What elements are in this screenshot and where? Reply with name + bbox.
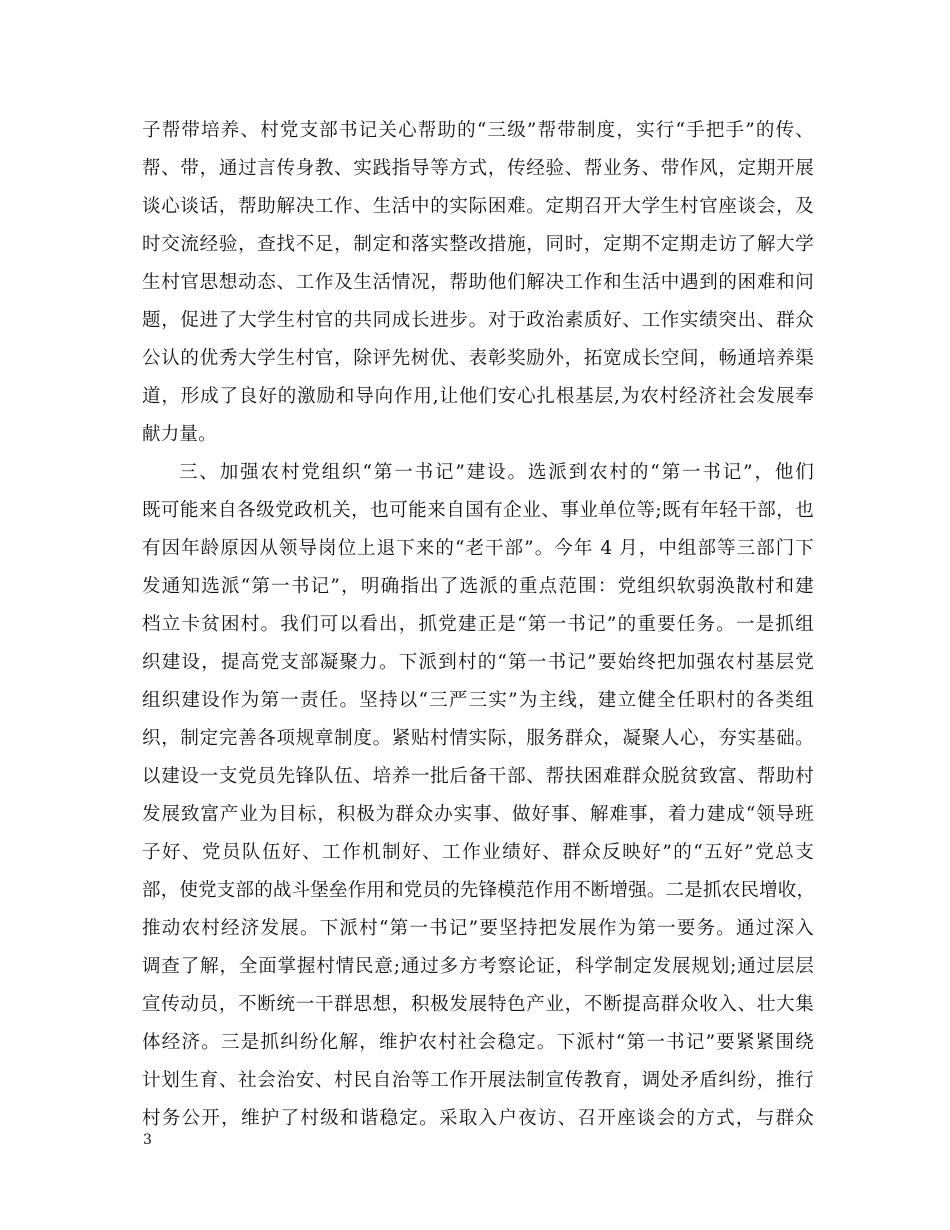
- text-line: 组织建设作为第一责任。坚持以“三严三实”为主线，建立健全任职村的各类组: [142, 690, 814, 711]
- text-line: 宣传动员，不断统一干群思想，积极发展特色产业，不断提高群众收入、壮大集: [142, 994, 814, 1015]
- text-line: 献力量。: [142, 424, 217, 445]
- text-line: 时交流经验，查找不足，制定和落实整改措施，同时，定期不定期走访了解大学: [142, 234, 814, 255]
- text-line: 既可能来自各级党政机关，也可能来自国有企业、事业单位等;既有年轻干部，也: [142, 500, 814, 521]
- text-line: 子好、党员队伍好、工作机制好、工作业绩好、群众反映好”的“五好”党总支: [142, 842, 814, 863]
- text-line: 发展致富产业为目标，积极为群众办实事、做好事、解难事，着力建成“领导班: [142, 804, 814, 825]
- text-line: 三、加强农村党组织“第一书记”建设。选派到农村的“第一书记”，他们: [179, 462, 814, 483]
- text-line: 子帮带培养、村党支部书记关心帮助的“三级”帮带制度，实行“手把手”的传、: [142, 120, 814, 141]
- text-line: 帮、带，通过言传身教、实践指导等方式，传经验、帮业务、带作风，定期开展: [142, 158, 814, 179]
- text-line: 体经济。三是抓纠纷化解，维护农村社会稳定。下派村“第一书记”要紧紧围绕: [142, 1032, 814, 1053]
- text-line: 以建设一支党员先锋队伍、培养一批后备干部、帮扶困难群众脱贫致富、帮助村: [142, 766, 814, 787]
- text-line: 谈心谈话，帮助解决工作、生活中的实际困难。定期召开大学生村官座谈会，及: [142, 196, 814, 217]
- text-line: 档立卡贫困村。我们可以看出，抓党建正是“第一书记”的重要任务。一是抓组: [142, 614, 814, 635]
- text-line: 发通知选派“第一书记”，明确指出了选派的重点范围：党组织软弱涣散村和建: [142, 576, 814, 597]
- text-line: 生村官思想动态、工作及生活情况，帮助他们解决工作和生活中遇到的困难和问: [142, 272, 814, 293]
- text-line: 村务公开，维护了村级和谐稳定。采取入户夜访、召开座谈会的方式，与群众: [142, 1108, 814, 1129]
- text-line: 题，促进了大学生村官的共同成长进步。对于政治素质好、工作实绩突出、群众: [142, 310, 814, 331]
- page-number: 3: [143, 1132, 152, 1148]
- text-line: 调查了解，全面掌握村情民意;通过多方考察论证，科学制定发展规划;通过层层: [142, 956, 814, 977]
- paragraph-2: [142, 454, 814, 1138]
- text-line: 织，制定完善各项规章制度。紧贴村情实际，服务群众，凝聚人心，夯实基础。: [142, 728, 814, 749]
- text-line: 计划生育、社会治安、村民自治等工作开展法制宣传教育，调处矛盾纠纷，推行: [142, 1070, 814, 1091]
- paragraph-1: [142, 112, 814, 454]
- text-line: 道，形成了良好的激励和导向作用,让他们安心扎根基层,为农村经济社会发展奉: [142, 386, 814, 407]
- text-line: 部，使党支部的战斗堡垒作用和党员的先锋模范作用不断增强。二是抓农民增收，: [142, 880, 816, 901]
- text-line: 织建设，提高党支部凝聚力。下派到村的“第一书记”要始终把加强农村基层党: [142, 652, 814, 673]
- text-line: 推动农村经济发展。下派村“第一书记”要坚持把发展作为第一要务。通过深入: [142, 918, 814, 939]
- text-line: 公认的优秀大学生村官，除评先树优、表彰奖励外，拓宽成长空间，畅通培养渠: [142, 348, 814, 369]
- text-line: 有因年龄原因从领导岗位上退下来的“老干部”。今年 4 月，中组部等三部门下: [142, 538, 814, 559]
- document-body: [142, 112, 814, 1138]
